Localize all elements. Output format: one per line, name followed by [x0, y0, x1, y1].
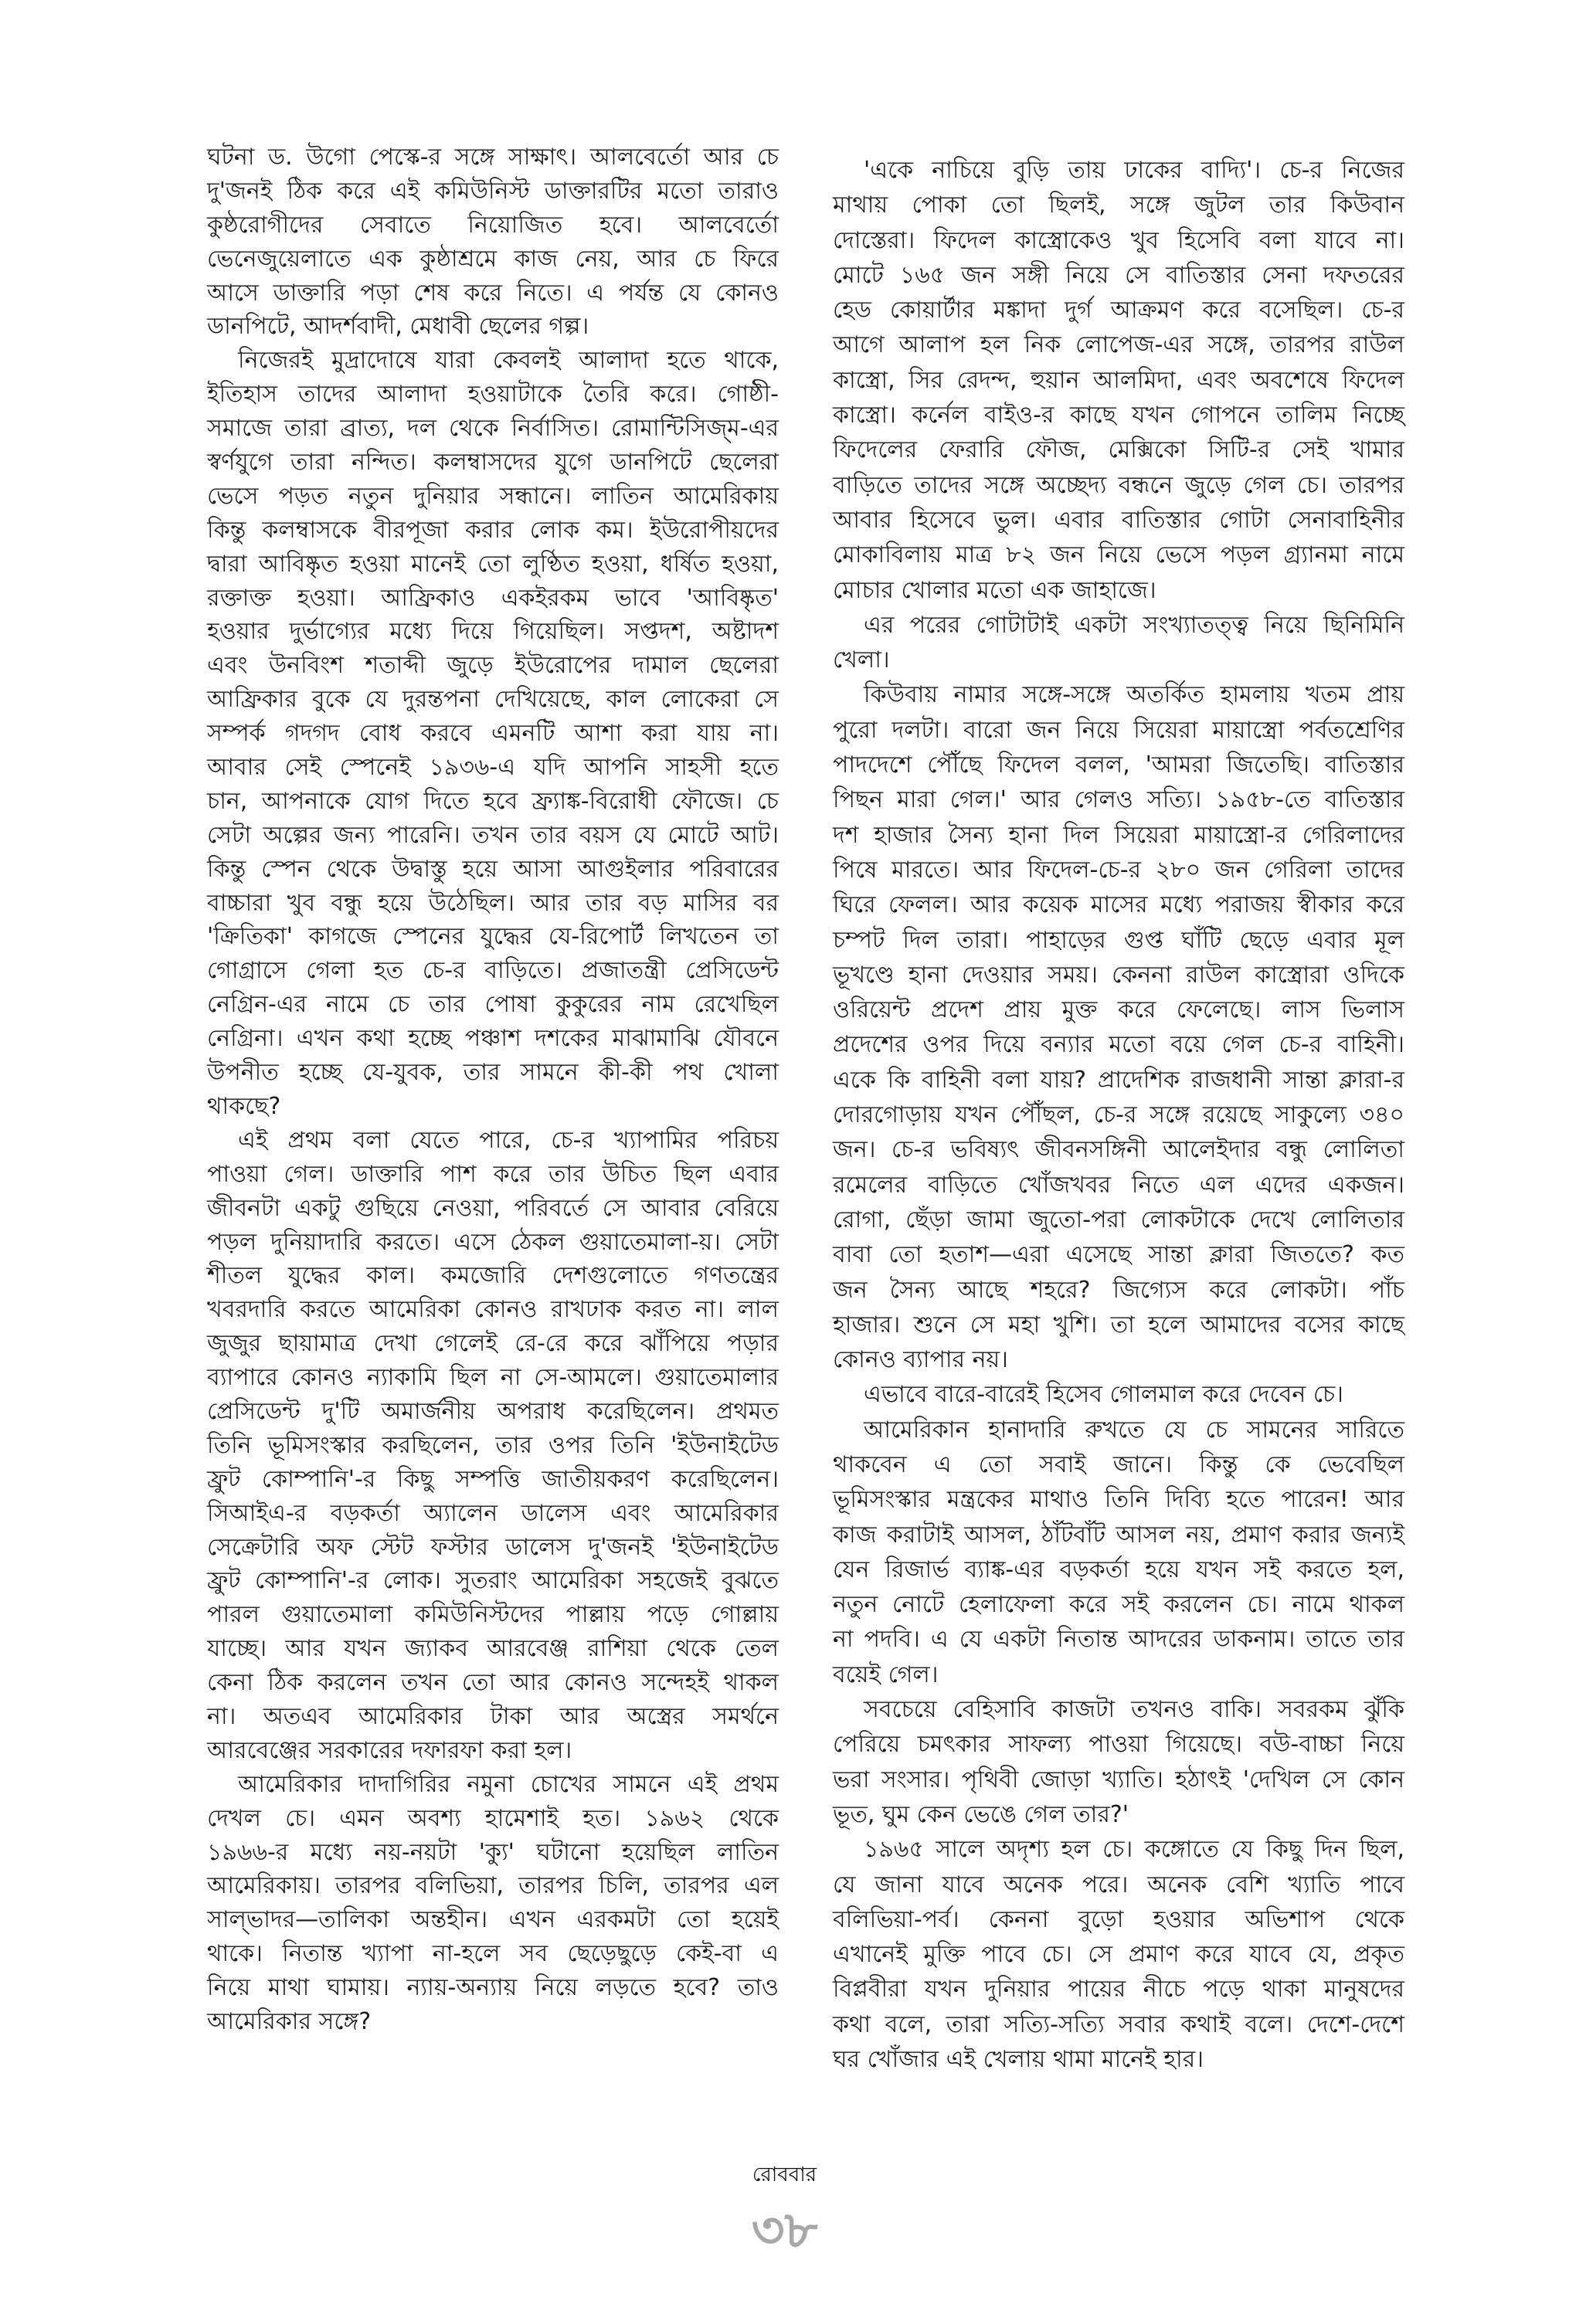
text-line: সিআইএ-র বড়কর্তা অ্যালেন ডালেস এবং আমেরিকার [207, 1499, 779, 1527]
text-line: এই প্রথম বলা যেতে পারে, চে-র খ্যাপামির পরিচয় [238, 1126, 779, 1154]
text-line: এভাবে বারে-বারেই হিসেব গোলমাল করে দেবেন চে। [864, 1381, 1343, 1409]
text-line: নেগ্রিন-এর নামে চে তার পোষা কুকুরের নাম রেখেছিল [207, 991, 779, 1019]
text-line: থাকবেন এ তো সবাই জানে। কিন্তু কে ভেবেছিল [833, 1450, 1404, 1478]
text-line: জীবনটা একটু গুছিয়ে নেওয়া, পরিবর্তে সে আবার বেরিয়ে [207, 1194, 779, 1222]
text-line: ফ্রুট কোম্পানি'-র কিছু সম্পত্তি জাতীয়করণ করেছিলেন। [207, 1465, 779, 1493]
text-line: দু'জনই ঠিক করে এই কমিউনিস্ট ডাক্তারটির মতো তারাও [207, 177, 779, 205]
text-line: 'একে নাচিয়ে বুড়ি তায় ঢাকের বাদ্যি'। চে-র নিজের [864, 157, 1404, 184]
text-line: আফ্রিকার বুকে যে দুরন্তপনা দেখিয়েছে, কাল লোকেরা সে [207, 686, 779, 714]
text-line: কোনও ব্যাপার নয়। [833, 1346, 1008, 1374]
text-line: না। অতএব আমেরিকার টাকা আর অস্ত্রের সমর্থনে [207, 1702, 779, 1730]
text-line: মোটে ১৬৫ জন সঙ্গী নিয়ে সে বাতিস্তার সেনা দফতরের [833, 261, 1404, 289]
text-line: পুরো দলটা। বারো জন নিয়ে সিয়েরা মায়াস্ত্রো পর্বতশ্রেণির [833, 716, 1404, 744]
text-line: গোগ্রাসে গেলা হত চে-র বাড়িতে। প্রজাতন্ত্রী প্রেসিডেন্ট [207, 957, 779, 985]
paragraph [207, 344, 779, 1123]
text-line: পেরিয়ে চমৎকার সাফল্য পাওয়া গিয়েছে। বউ-বাচ্চা নিয়ে [833, 1731, 1404, 1759]
text-line: বাড়িতে তাদের সঙ্গে অচ্ছেদ্য বন্ধনে জুড়ে গেল চে। তারপর [833, 471, 1404, 499]
text-line: একে কি বাহিনী বলা যায়? প্রাদেশিক রাজধানী সান্তা ক্লারা-র [833, 1066, 1404, 1094]
paragraph [833, 677, 1404, 1377]
text-line: না পদবি। এ যে একটা নিতান্ত আদরের ডাকনাম। তাতে তার [833, 1626, 1404, 1654]
text-line: কাজ করাটাই আসল, ঠাঁটবাঁট আসল নয়, প্রমাণ করার জন্যই [833, 1521, 1404, 1549]
text-line: পড়ল দুনিয়াদারি করতে। এসে ঠেকল গুয়াতেমালা-য়। সেটা [207, 1228, 779, 1256]
text-line: ভূত, ঘুম কেন ভেঙে গেল তার?' [833, 1800, 1129, 1828]
paragraph [833, 1832, 1404, 2077]
text-line: মোচার খোলার মতো এক জাহাজে। [833, 576, 1156, 604]
text-line: কাস্ত্রো। কর্নেল বাইও-র কাছে যখন গোপনে তালিম নিচ্ছে [833, 402, 1404, 429]
text-line: কিন্তু কলম্বাসকে বীরপূজা করার লোক কম। ইউরোপীয়দের [207, 516, 779, 544]
text-line: ফ্রুট কোম্পানি'-র লোক। সুতরাং আমেরিকা সহজেই বুঝতে [207, 1567, 779, 1595]
text-line: 'ক্রিতিকা' কাগজে স্পেনের যুদ্ধের যে-রিপোর্ট লিখতেন তা [207, 923, 779, 951]
text-line: সম্পর্ক গদগদ বোধ করবে এমনটি আশা করা যায় না। [207, 720, 779, 748]
text-line: এবং উনবিংশ শতাব্দী জুড়ে ইউরোপের দামাল ছেলেরা [207, 652, 779, 680]
text-line: রোগা, ছেঁড়া জামা জুতো-পরা লোকটাকে দেখে লোলিতার [833, 1206, 1404, 1233]
text-line: যেন রিজার্ভ ব্যাঙ্ক-এর বড়কর্তা হয়ে যখন সই করতে হল, [833, 1556, 1404, 1583]
text-line: পারল গুয়াতেমালা কমিউনিস্টদের পাল্লায় পড়ে গোল্লায় [207, 1601, 779, 1629]
text-line: আমেরিকান হানাদারি রুখতে যে চে সামনের সারিতে [864, 1416, 1404, 1444]
text-line: পাওয়া গেল। ডাক্তারি পাশ করে তার উচিত ছিল এবার [207, 1160, 779, 1188]
text-line: কিউবায় নামার সঙ্গে-সঙ্গে অতর্কিত হামলায় খতম প্রায় [864, 681, 1404, 709]
text-line: জন সৈন্য আছে শহরে? জিগ্যেস করে লোকটা। পাঁচ [833, 1276, 1404, 1304]
text-line: যাচ্ছে। আর যখন জ্যাকব আরবেঞ্জ রাশিয়া থেকে তেল [207, 1635, 779, 1663]
text-line: ভরা সংসার। পৃথিবী জোড়া খ্যাতি। হঠাৎই 'দেখিল সে কোন [833, 1766, 1404, 1793]
text-line: সবচেয়ে বেহিসাবি কাজটা তখনও বাকি। সবরকম ঝুঁকি [864, 1696, 1404, 1724]
text-line: আগে আলাপ হল নিক লোপেজ-এর সঙ্গে, তারপর রাউল [833, 331, 1404, 359]
text-line: ডানপিটে, আদর্শবাদী, মেধাবী ছেলের গল্প। [207, 313, 589, 341]
text-line: কেনা ঠিক করলেন তখন তো আর কোনও সন্দেহই থাকল [207, 1669, 779, 1697]
text-line: পিষে মারতে। আর ফিদেল-চে-র ২৮০ জন গেরিলা তাদের [833, 856, 1404, 884]
text-line: কিন্তু স্পেন থেকে উদ্বাস্তু হয়ে আসা আগুইলার পরিবারের [207, 855, 779, 883]
text-line: বাবা তো হতাশ—এরা এসেছে সান্তা ক্লারা জিততে? কত [833, 1241, 1404, 1269]
text-line: আরবেঞ্জের সরকারের দফারফা করা হল। [207, 1736, 572, 1764]
text-line: ১৯৬৫ সালে অদৃশ্য হল চে। কঙ্গোতে যে কিছু দিন ছিল, [864, 1836, 1404, 1864]
text-line: জন। চে-র ভবিষ্যৎ জীবনসঙ্গিনী আলেইদার বন্ধু লোলিতা [833, 1136, 1404, 1164]
text-line: ১৯৬৬-র মধ্যে নয়-নয়টা 'ক্যু' ঘটানো হয়েছিল লাতিন [207, 1838, 779, 1866]
text-line: আমেরিকার দাদাগিরির নমুনা চোখের সামনে এই প্রথম [238, 1770, 779, 1798]
text-line: খেলা। [833, 646, 890, 674]
text-line: নিজেরই মুদ্রাদোষে যারা কেবলই আলাদা হতে থাকে, [238, 347, 779, 375]
text-line: বাচ্চারা খুব বন্ধু হয়ে উঠেছিল। আর তার বড় মাসির বর [207, 889, 779, 917]
text-line: ঘর খোঁজার এই খেলায় থামা মানেই হার। [833, 2046, 1204, 2074]
paragraph [833, 1377, 1404, 1412]
paragraph [833, 153, 1404, 608]
paragraph [207, 1768, 779, 2039]
text-line: কথা বলে, তারা সত্যি-সত্যি সবার কথাই বলে। দেশে-দেশে [833, 2010, 1404, 2038]
paragraph [833, 1692, 1404, 1832]
text-line: পাদদেশে পৌঁছে ফিদেল বলল, 'আমরা জিতেছি। বাতিস্তার [833, 751, 1404, 779]
text-line: আবার সেই স্পেনেই ১৯৩৬-এ যদি আপনি সাহসী হতে [207, 754, 779, 782]
article-column-right [833, 153, 1404, 2077]
text-line: দোস্তেরা। ফিদেল কাস্ত্রোকেও খুব হিসেবি বলা যাবে না। [833, 226, 1404, 254]
text-line: থাকছে? [207, 1092, 281, 1120]
text-line: কাস্ত্রো, সির রেদন্দ, হুয়ান আলমিদা, এবং অবশেষে ফিদেল [833, 366, 1404, 394]
magazine-name: রোববার [752, 2163, 817, 2187]
text-line: সেক্রেটারি অফ স্টেট ফস্টার ডালেস দু'জনই 'ইউনাইটেড [207, 1533, 779, 1561]
text-line: ভেসে পড়ত নতুন দুনিয়ার সন্ধানে। লাতিন আমেরিকায় [207, 482, 779, 510]
paragraph [833, 608, 1404, 678]
text-line: চম্পট দিল তারা। পাহাড়ের গুপ্ত ঘাঁটি ছেড়ে এবার মূল [833, 926, 1404, 954]
text-line: ভেনেজুয়েলাতে এক কুষ্ঠাশ্রমে কাজ নেয়, আর চে ফিরে [207, 245, 779, 273]
page-number: ৩৮ [751, 2200, 818, 2260]
text-line: নতুন নোটে হেলাফেলা করে সই করলেন চে। নামে থাকল [833, 1591, 1404, 1619]
text-line: রমেলের বাড়িতে খোঁজখবর নিতে এল এদের একজন। [833, 1171, 1404, 1199]
text-line: নেগ্রিনা। এখন কথা হচ্ছে পঞ্চাশ দশকের মাঝামাঝি যৌবনে [207, 1025, 779, 1053]
text-line: এর পরের গোটাটাই একটা সংখ্যাতত্ত্ব নিয়ে ছিনিমিনি [864, 611, 1404, 639]
text-line: ইতিহাস তাদের আলাদা হওয়াটাকে তৈরি করে। গোষ্ঠী- [207, 381, 779, 409]
text-line: বয়েই গেল। [833, 1661, 939, 1688]
text-line: প্রেসিডেন্ট দু'টি অমার্জনীয় অপরাধ করেছিলেন। প্রথমত [207, 1397, 779, 1425]
text-line: সাল্‌ভাদর—তালিকা অন্তহীন। এখন এরকমটা তো হয়েই [207, 1906, 779, 1934]
text-line: আমেরিকায়। তারপর বলিভিয়া, তারপর চিলি, তারপর এল [207, 1872, 779, 1900]
text-line: ওরিয়েন্ট প্রদেশ প্রায় মুক্ত করে ফেলেছে। লাস ভিলাস [833, 996, 1404, 1024]
text-line: দ্বারা আবিষ্কৃত হওয়া মানেই তো লুণ্ঠিত হওয়া, ধর্ষিত হওয়া, [207, 550, 779, 578]
paragraph [833, 1413, 1404, 1692]
text-line: হওয়ার দুর্ভাগ্যের মধ্যে দিয়ে গিয়েছিল। সপ্তদশ, অষ্টাদশ [207, 618, 779, 646]
text-line: চান, আপনাকে যোগ দিতে হবে ফ্র্যাঙ্ক-বিরোধী ফৌজে। চে [207, 787, 779, 815]
text-line: পিছন মারা গেল।' আর গেলও সত্যি। ১৯৫৮-তে বাতিস্তার [833, 786, 1404, 814]
text-line: দেখল চে। এমন অবশ্য হামেশাই হত। ১৯৬২ থেকে [207, 1804, 779, 1832]
text-line: খবরদারি করতে আমেরিকা কোনও রাখঢাক করত না। লাল [207, 1296, 779, 1324]
paragraph [207, 141, 779, 344]
text-line: নিয়ে মাথা ঘামায়। ন্যায়-অন্যায় নিয়ে লড়তে হবে? তাও [207, 1974, 779, 2002]
text-line: ভূমিসংস্কার মন্ত্রকের মাথাও তিনি দিব্যি হতে পারেন! আর [833, 1486, 1404, 1514]
text-line: আবার হিসেবে ভুল। এবার বাতিস্তার গোটা সেনাবাহিনীর [833, 506, 1404, 534]
text-line: এখানেই মুক্তি পাবে চে। সে প্রমাণ করে যাবে যে, প্রকৃত [833, 1941, 1404, 1969]
text-line: ঘিরে ফেলল। আর কয়েক মাসের মধ্যে পরাজয় স্বীকার করে [833, 891, 1404, 919]
text-line: ফিদেলের ফেরারি ফৌজ, মেক্সিকো সিটি-র সেই খামার [833, 436, 1404, 464]
text-line: বলিভিয়া-পর্ব। কেননা বুড়ো হওয়ার অভিশাপ থেকে [833, 1905, 1404, 1933]
text-line: ব্যাপারে কোনও ন্যাকামি ছিল না সে-আমলে। গুয়াতেমালার [207, 1364, 779, 1392]
text-line: মোকাবিলায় মাত্র ৮২ জন নিয়ে ভেসে পড়ল গ্র্যানমা নামে [833, 541, 1404, 569]
text-line: দশ হাজার সৈন্য হানা দিল সিয়েরা মায়াস্ত্রো-র গেরিলাদের [833, 821, 1404, 849]
text-line: রক্তাক্ত হওয়া। আফ্রিকাও একইরকম ভাবে 'আবিষ্কৃত' [207, 584, 779, 612]
text-line: ঘটনা ড. উগো পেস্কে-র সঙ্গে সাক্ষাৎ। আলবের্তো আর চে [207, 144, 779, 171]
text-line: থাকে। নিতান্ত খ্যাপা না-হলে সব ছেড়েছুড়ে কেই-বা এ [207, 1940, 779, 1968]
text-line: সেটা অল্পের জন্য পারেনি। তখন তার বয়স যে মোটে আট। [207, 821, 779, 849]
text-line: আমেরিকার সঙ্গে? [207, 2007, 372, 2035]
text-line: আসে ডাক্তারি পড়া শেষ করে নিতে। এ পর্যন্ত যে কোনও [207, 279, 779, 307]
text-line: হেড কোয়ার্টার মঙ্কাদা দুর্গ আক্রমণ করে বসেছিল। চে-র [833, 297, 1404, 324]
text-line: সমাজে তারা ব্রাত্য, দল থেকে নির্বাসিত। রোমান্টিসিজ্‌ম-এর [207, 415, 779, 443]
text-line: জুজুর ছায়ামাত্র দেখা গেলেই রে-রে করে ঝাঁপিয়ে পড়ার [207, 1330, 779, 1358]
article-column-left [207, 141, 779, 2039]
text-line: মাথায় পোকা তো ছিলই, সঙ্গে জুটল তার কিউবান [833, 192, 1404, 219]
text-line: প্রদেশের ওপর দিয়ে বন্যার মতো বয়ে গেল চে-র বাহিনী। [833, 1031, 1404, 1059]
text-line: শীতল যুদ্ধের কাল। কমজোরি দেশগুলোতে গণতন্ত্রের [207, 1262, 779, 1290]
paragraph [207, 1124, 779, 1768]
text-line: দোরগোড়ায় যখন পৌঁছল, চে-র সঙ্গে রয়েছে সাকুল্যে ৩৪০ [833, 1101, 1404, 1129]
text-line: হাজার। শুনে সে মহা খুশি। তা হলে আমাদের বসের কাছে [833, 1311, 1404, 1338]
text-line: কুষ্ঠরোগীদের সেবাতে নিয়োজিত হবে। আলবের্তো [207, 211, 779, 239]
text-line: স্বর্ণযুগে তারা নন্দিত। কলম্বাসদের যুগে ডানপিটে ছেলেরা [207, 449, 779, 477]
text-line: তিনি ভূমিসংস্কার করছিলেন, তার ওপর তিনি 'ইউনাইটেড [207, 1431, 779, 1459]
text-line: যে জানা যাবে অনেক পরে। অনেক বেশি খ্যাতি পাবে [833, 1871, 1404, 1898]
text-line: বিপ্লবীরা যখন দুনিয়ার পায়ের নীচে পড়ে থাকা মানুষদের [833, 1976, 1404, 2003]
text-line: উপনীত হচ্ছে যে-যুবক, তার সামনে কী-কী পথ খোলা [207, 1059, 779, 1087]
text-line: ভূখণ্ডে হানা দেওয়ার সময়। কেননা রাউল কাস্ত্রোরা ওদিকে [833, 961, 1404, 989]
